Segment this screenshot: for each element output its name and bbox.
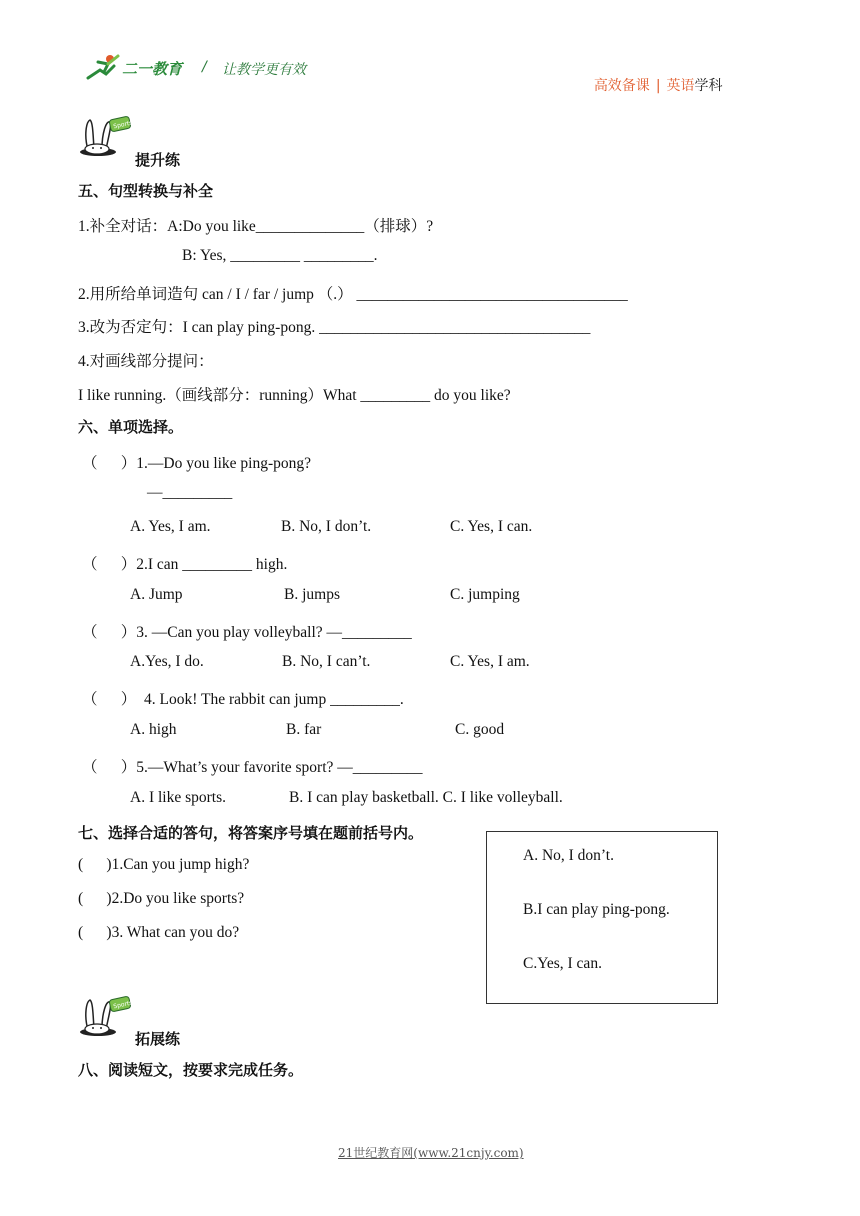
sec6-q4: （ ） 4. Look! The rabbit can jump _________.: [82, 691, 404, 708]
answer-options-box: [486, 831, 718, 1004]
header-right-2a: 英语: [666, 78, 695, 94]
sec5-q2: 2.用所给单词造句 can / I / far / jump （.） ___________________________________: [78, 286, 628, 303]
sec5-q1a: 1.补全对话：A:Do you like______________（排球）?: [78, 218, 434, 235]
sec6-q1-option-b: B. No, I don’t.: [281, 518, 372, 535]
sec6-q4-option-b: B. far: [286, 721, 322, 738]
level-title-tuozhan: 拓展练: [135, 1030, 181, 1048]
section-5-title: 五、句型转换与补全: [78, 182, 214, 200]
badge-text: Sports: [112, 999, 134, 1011]
sec5-q1b: B: Yes, _________ _________.: [182, 247, 378, 264]
header-subject: [576, 59, 723, 111]
sec6-q4-option-c: C. good: [455, 721, 505, 738]
sec6-q4-option-a: A. high: [130, 721, 177, 738]
sec6-q3-option-b: B. No, I can’t.: [282, 653, 371, 670]
logo-text: 二一教育: [122, 60, 183, 78]
bunny-sports-icon: [78, 996, 134, 1038]
level-title-tishen: 提升练: [135, 151, 181, 169]
sec6-q1-option-a: A. Yes, I am.: [130, 518, 211, 535]
sec6-q3-option-c: C. Yes, I am.: [450, 653, 530, 670]
sec6-q2-option-b: B. jumps: [284, 586, 340, 603]
section-7-title: 七、选择合适的答句，将答案序号填在题前括号内。: [78, 824, 424, 842]
sec7-q2: ( )2.Do you like sports?: [78, 890, 245, 907]
header-slash: /: [202, 59, 207, 75]
header-slogan: 让教学更有效: [222, 62, 306, 78]
sec6-q5-option-bc: B. I can play basketball. C. I like volleyball.: [289, 789, 563, 806]
section-6-title: 六、单项选择。: [78, 418, 184, 436]
footer-link[interactable]: 21世纪教育网(www.21cnjy.com): [338, 1146, 524, 1160]
sec6-q2: （ ）2.I can _________ high.: [82, 556, 288, 573]
sec7-option-c: C.Yes, I can.: [523, 955, 602, 972]
sec7-q3: ( )3. What can you do?: [78, 924, 240, 941]
bunny-sports-icon: [78, 116, 134, 158]
sec6-q5: （ ）5.—What’s your favorite sport? —_________: [82, 759, 423, 776]
sec6-q3-option-a: A.Yes, I do.: [130, 653, 204, 670]
header-right-1: 高效备课: [593, 78, 650, 94]
sec5-q4: 4.对画线部分提问：: [78, 353, 214, 370]
sec6-q1: （ ）1.—Do you like ping-pong?: [82, 455, 312, 472]
sec5-q3: 3.改为否定句：I can play ping-pong. ___________________________________: [78, 319, 591, 336]
sec7-option-b: B.I can play ping-pong.: [523, 901, 670, 918]
sec6-q5-option-a: A. I like sports.: [130, 789, 227, 806]
sec6-q3: （ ）3. —Can you play volleyball? —_________: [82, 624, 412, 641]
header-separator: |: [655, 78, 661, 94]
sec6-q2-option-c: C. jumping: [450, 586, 520, 603]
badge-text: Sports: [112, 119, 134, 131]
sec6-q1-option-c: C. Yes, I can.: [450, 518, 533, 535]
section-8-title: 八、阅读短文，按要求完成任务。: [78, 1061, 304, 1079]
sec6-q1-answer-blank: —_________: [147, 484, 233, 501]
sec7-option-a: A. No, I don’t.: [523, 847, 614, 864]
runner-logo-icon: [84, 52, 122, 82]
sec5-q4b: I like running.（画线部分：running）What _________ do you like?: [78, 387, 511, 404]
header-right-2b: 学科: [694, 78, 723, 94]
sec7-q1: ( )1.Can you jump high?: [78, 856, 250, 873]
sec6-q2-option-a: A. Jump: [130, 586, 183, 603]
